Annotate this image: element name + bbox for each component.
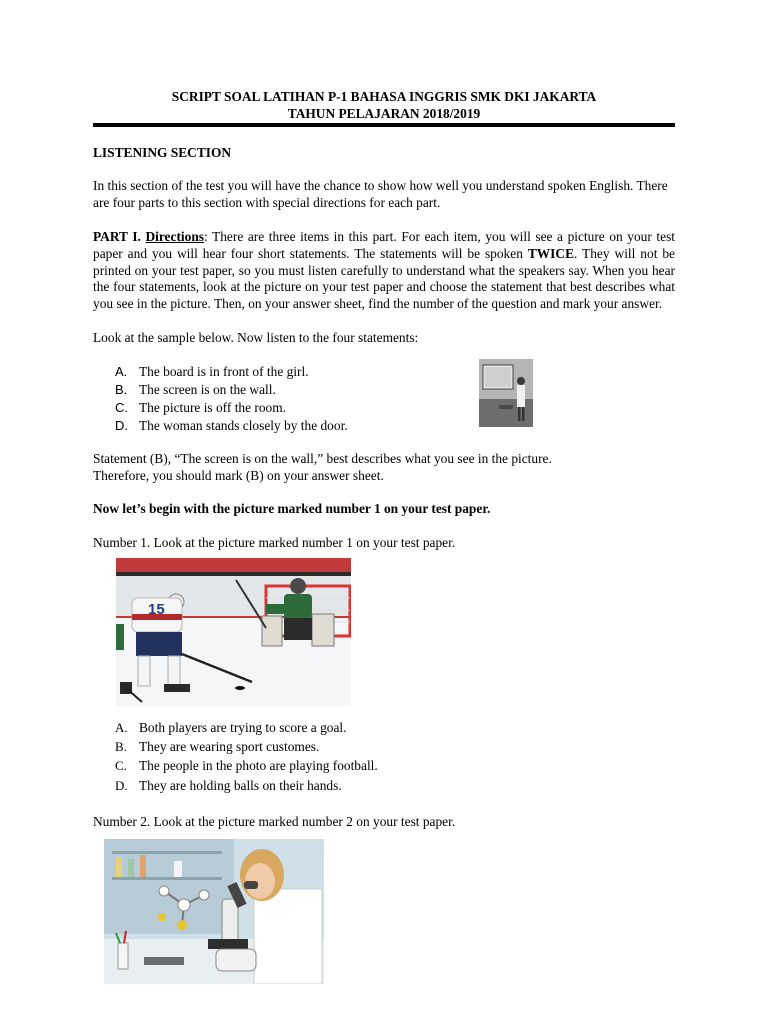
- directions-text-b: . They will not be printed on your test paper, so you must listen carefully to understand what the speakers say. When you hear the four statements, look at the picture on your test paper and choose the statement that best describes what you see in the picture. Then, on your answer sheet, find the number of the question and mark your answer.: [93, 245, 675, 312]
- q1-option-d: D. They are holding balls on their hands.: [115, 778, 342, 793]
- sample-classroom-picture: [479, 359, 533, 427]
- begin-instruction: Now let’s begin with the picture marked number 1 on your test paper.: [93, 501, 491, 516]
- part1-directions: [93, 229, 675, 313]
- q2-prompt: Number 2. Look at the picture marked number 2 on your test paper.: [93, 814, 456, 829]
- part1-label: PART I.: [93, 229, 141, 244]
- q1-hockey-picture: [116, 558, 351, 706]
- sample-option-d: D. The woman stands closely by the door.: [115, 418, 348, 433]
- section-title: LISTENING SECTION: [93, 145, 232, 160]
- twice-emphasis: TWICE: [527, 245, 574, 261]
- header-line-1: SCRIPT SOAL LATIHAN P-1 BAHASA INGGRIS SMK DKI JAKARTA: [171, 89, 597, 104]
- directions-label: Directions: [145, 229, 204, 244]
- q2-laboratory-picture: [104, 839, 324, 984]
- q1-option-c: C. The people in the photo are playing football.: [115, 758, 378, 773]
- header-rule: [93, 123, 675, 127]
- header-line-2: TAHUN PELAJARAN 2018/2019: [287, 106, 481, 121]
- intro-paragraph: In this section of the test you will have the chance to show how well you understand spoken English. There are four parts to this section with special directions for each part.: [93, 178, 668, 210]
- sample-instruction: Look at the sample below. Now listen to the four statements:: [93, 330, 419, 345]
- sample-option-c: C. The picture is off the room.: [115, 400, 287, 415]
- explanation-line-1: Statement (B), “The screen is on the wall,” best describes what you see in the picture.: [93, 451, 552, 466]
- sample-option-b: B. The screen is on the wall.: [115, 382, 276, 397]
- explanation-line-2: Therefore, you should mark (B) on your answer sheet.: [93, 468, 384, 483]
- q1-option-a: A. Both players are trying to score a goal.: [115, 720, 347, 735]
- directions-text-a: : There are three items in this part. For each item, you will see a picture on your test paper and you will hear four short statements. The statements will be spoken: [93, 229, 675, 261]
- jersey-number: 15: [148, 601, 165, 618]
- sample-option-a: A. The board is in front of the girl.: [115, 364, 309, 379]
- q1-prompt: Number 1. Look at the picture marked number 1 on your test paper.: [93, 535, 456, 550]
- q1-option-b: B. They are wearing sport customes.: [115, 739, 320, 754]
